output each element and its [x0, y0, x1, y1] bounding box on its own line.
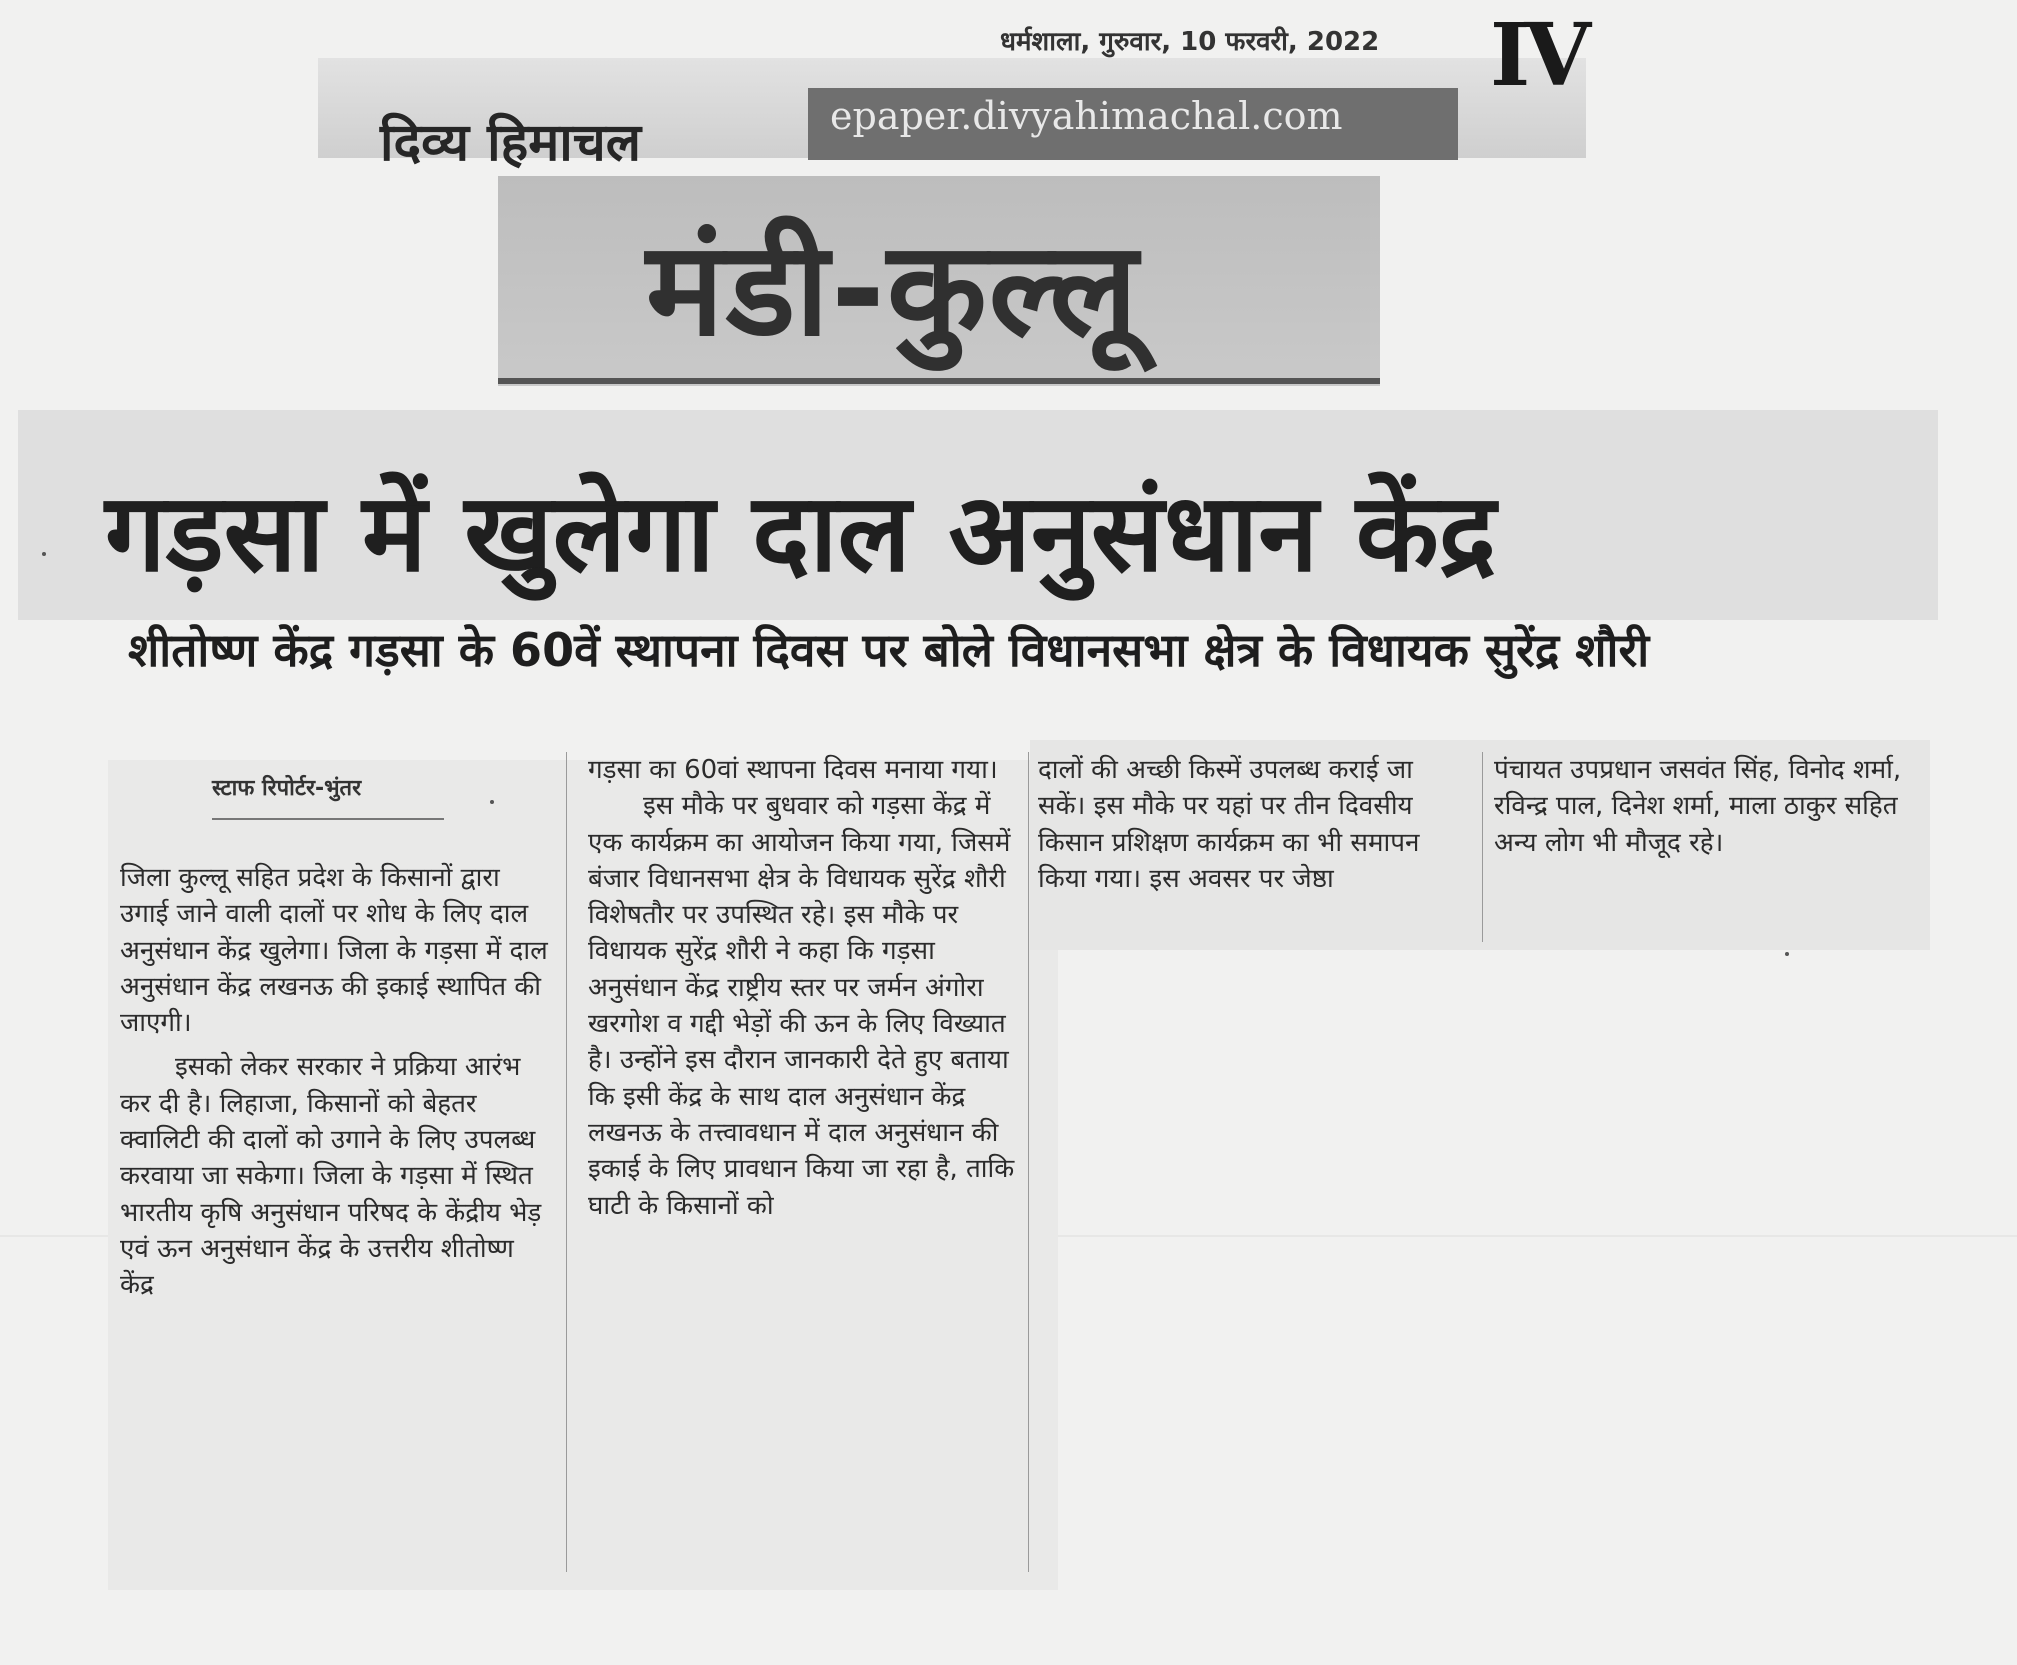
newspaper-name: दिव्य हिमाचल: [380, 113, 642, 173]
paragraph: पंचायत उपप्रधान जसवंत सिंह, विनोद शर्मा, रविन्द्र पाल, दिनेश शर्मा, माला ठाकुर सहित अन्य लोग भी मौजूद रहे।: [1494, 755, 1902, 858]
paragraph: इस मौके पर बुधवार को गड़सा केंद्र में एक कार्यक्रम का आयोजन किया गया, जिसमें बंजार विधानसभा क्षेत्र के विधायक सुरेंद्र शौरी विशेषतौर पर उपस्थित रहे। इस मौके पर विधायक सुरेंद्र शौरी ने कहा कि गड़सा अनुसंधान केंद्र राष्ट्रीय स्तर पर जर्मन अंगोरा खरगोश व गद्दी भेड़ों की ऊन के लिए विख्यात है। उन्होंने इस दौरान जानकारी देते हुए बताया कि इसी केंद्र के साथ दाल अनुसंधान केंद्र लखनऊ के तत्त्वावधान में दाल अनुसंधान की इकाई के लिए प्रावधान किया जा रहा है, ताकि घाटी के किसानों को: [588, 791, 1015, 1221]
section-underline: [498, 378, 1380, 384]
paragraph: इसको लेकर सरकार ने प्रक्रिया आरंभ कर दी है। लिहाजा, किसानों को बेहतर क्वालिटी की दालों को उगाने के लिए उपलब्ध करवाया जा सकेगा। जिला के गड़सा में स्थित भारतीय कृषि अनुसंधान परिषद के केंद्रीय भेड़ एवं ऊन अनुसंधान केंद्र के उत्तरीय शीतोष्ण केंद्र: [120, 1052, 542, 1301]
paragraph: जिला कुल्लू सहित प्रदेश के किसानों द्वारा उगाई जाने वाली दालों पर शोध के लिए दाल अनुसंधान केंद्र खुलेगा। जिला के गड़सा में दाल अनुसंधान केंद्र लखनऊ की इकाई स्थापित की जाएगी।: [120, 863, 548, 1039]
epaper-url-box: [808, 88, 1458, 160]
page-number: IV: [1490, 5, 1585, 106]
paragraph: गड़सा का 60वां स्थापना दिवस मनाया गया।: [588, 755, 998, 785]
article-column-1: [120, 860, 550, 1304]
print-speck: [1785, 952, 1789, 956]
column-divider: [566, 752, 567, 1572]
article-headline: गड़सा में खुलेगा दाल अनुसंधान केंद्र: [105, 471, 1497, 596]
paragraph: दालों की अच्छी किस्में उपलब्ध कराई जा सकें। इस मौके पर यहां पर तीन दिवसीय किसान प्रशिक्षण कार्यक्रम का भी समापन किया गया। इस अवसर पर जेष्ठा: [1038, 755, 1420, 894]
column-divider: [1482, 752, 1483, 942]
article-subheadline: शीतोष्ण केंद्र गड़सा के 60वें स्थापना दिवस पर बोले विधानसभा क्षेत्र के विधायक सुरेंद्र शौरी: [128, 623, 1650, 677]
article-column-4: [1494, 752, 1924, 861]
article-column-2: [588, 752, 1018, 1224]
epaper-url: epaper.divyahimachal.com: [830, 94, 1343, 138]
article-column-3: [1038, 752, 1468, 897]
byline: स्टाफ रिपोर्टर-भुंतर: [212, 776, 362, 801]
byline-rule: [212, 818, 444, 820]
section-header-box: [498, 176, 1380, 386]
print-speck: [490, 800, 494, 804]
section-title: मंडी-कुल्लू: [646, 213, 1140, 365]
print-speck: [42, 552, 46, 556]
column-divider: [1028, 752, 1029, 1572]
dateline: धर्मशाला, गुरुवार, 10 फरवरी, 2022: [1000, 27, 1380, 57]
